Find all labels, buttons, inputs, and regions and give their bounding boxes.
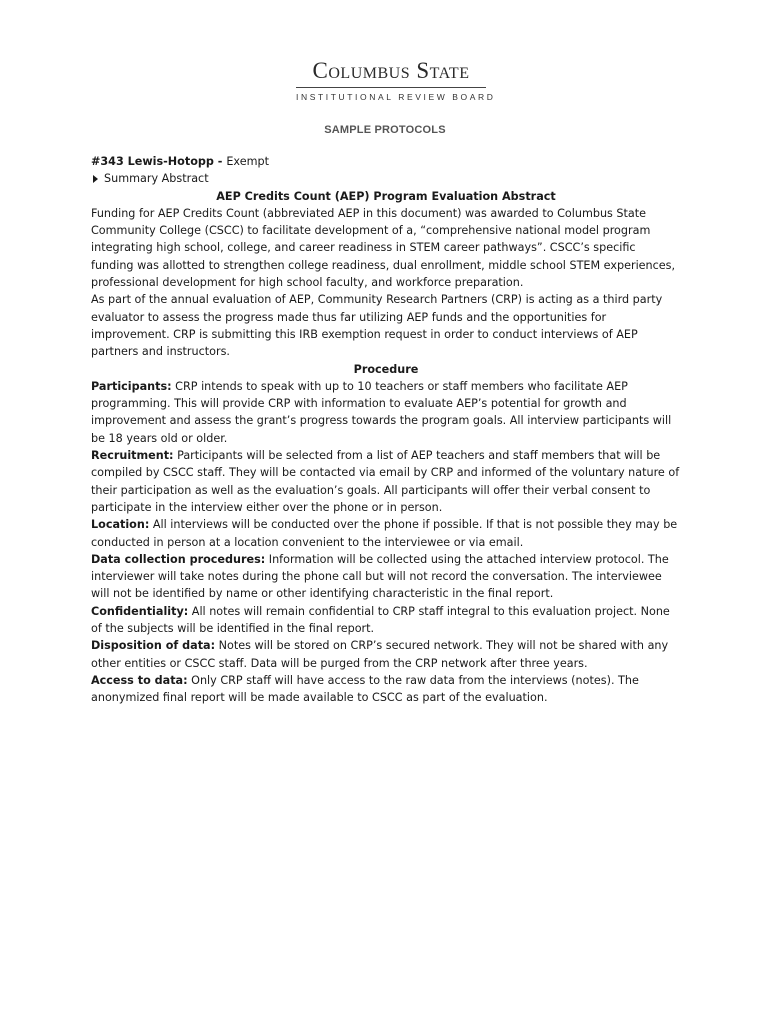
caret-right-icon[interactable] bbox=[93, 175, 98, 183]
procedure-section-recruitment bbox=[91, 447, 681, 516]
section-text: Only CRP staff will have access to the raw data from the interviews (notes). The anonymized final report will be made available to CSCC as part of the evaluation. bbox=[91, 673, 639, 705]
section-label: Confidentiality: bbox=[91, 604, 189, 618]
summary-abstract-toggle[interactable] bbox=[93, 170, 681, 187]
section-label: Participants: bbox=[91, 379, 172, 393]
logo-subtitle: INSTITUTIONAL REVIEW BOARD bbox=[296, 92, 496, 102]
abstract-paragraph-1: Funding for AEP Credits Count (abbreviated AEP in this document) was awarded to Columbus State Community College (CSCC) to facilitate development of a, “comprehensive national model program integrating high school, college, and career readiness in STEM career pathways”. CSCC’s specific funding was allotted to strengthen college readiness, dual enrollment, middle school STEM experiences, professional development for high school faculty, and workforce preparation. bbox=[91, 206, 676, 290]
procedure-section-data-collection bbox=[91, 551, 681, 603]
procedure-section-confidentiality bbox=[91, 603, 681, 638]
section-text: All interviews will be conducted over the phone if possible. If that is not possible they may be conducted in person at a location convenient to the interviewee or via email. bbox=[91, 518, 678, 549]
abstract-paragraph-2: As part of the annual evaluation of AEP, Community Research Partners (CRP) is acting as a third party evaluator to assess the progress made thus far utilizing AEP funds and the opportunities for improvement. CRP is submitting this IRB exemption request in order to conduct interviews of AEP partners and instructors. bbox=[91, 293, 663, 359]
section-label: Access to data: bbox=[91, 673, 188, 687]
document-content bbox=[91, 153, 681, 707]
logo-divider bbox=[296, 87, 486, 88]
procedure-section-location bbox=[91, 516, 681, 551]
protocol-status: Exempt bbox=[226, 155, 269, 168]
protocol-id-name: #343 Lewis-Hotopp - bbox=[91, 155, 227, 168]
procedure-section-participants bbox=[91, 378, 681, 447]
section-text: Notes will be stored on CRP’s secured network. They will not be shared with any other entities or CSCC staff. Data will be purged from the CRP network after three years. bbox=[91, 639, 669, 670]
procedure-title: Procedure bbox=[353, 362, 419, 376]
abstract-title: AEP Credits Count (AEP) Program Evaluation Abstract bbox=[216, 189, 556, 203]
protocol-line bbox=[91, 153, 681, 170]
section-text: Participants will be selected from a list of AEP teachers and staff members that will be compiled by CSCC staff. They will be contacted via email by CRP and informed of the voluntary nature of their participation as well as the evaluation’s goals. All participants will offer their verbal consent to participate in the interview either over the phone or in person. bbox=[91, 449, 680, 514]
section-text: Information will be collected using the attached interview protocol. The interviewer will take notes during the phone call but will not record the conversation. The interviewee will not be identified by name or other identifying characteristic in the final report. bbox=[91, 552, 669, 601]
section-label: Disposition of data: bbox=[91, 639, 216, 653]
sample-protocols-heading: SAMPLE PROTOCOLS bbox=[324, 124, 446, 136]
section-label: Location: bbox=[91, 518, 150, 532]
columbus-state-irb-logo bbox=[296, 58, 496, 102]
procedure-section-disposition bbox=[91, 637, 681, 672]
summary-abstract-label[interactable]: Summary Abstract bbox=[104, 172, 209, 186]
logo-title: Columbus State bbox=[312, 58, 470, 83]
section-text: CRP intends to speak with up to 10 teachers or staff members who facilitate AEP programming. This will provide CRP with information to evaluate AEP’s potential for growth and improvement and assess the grant’s progress towards the program goals. All interview participants will be 18 years old or older. bbox=[91, 379, 672, 445]
section-label: Data collection procedures: bbox=[91, 552, 266, 566]
section-text: All notes will remain confidential to CRP staff integral to this evaluation project. None of the subjects will be identified in the final report. bbox=[91, 604, 670, 636]
section-label: Recruitment: bbox=[91, 449, 174, 463]
procedure-section-access bbox=[91, 672, 681, 707]
